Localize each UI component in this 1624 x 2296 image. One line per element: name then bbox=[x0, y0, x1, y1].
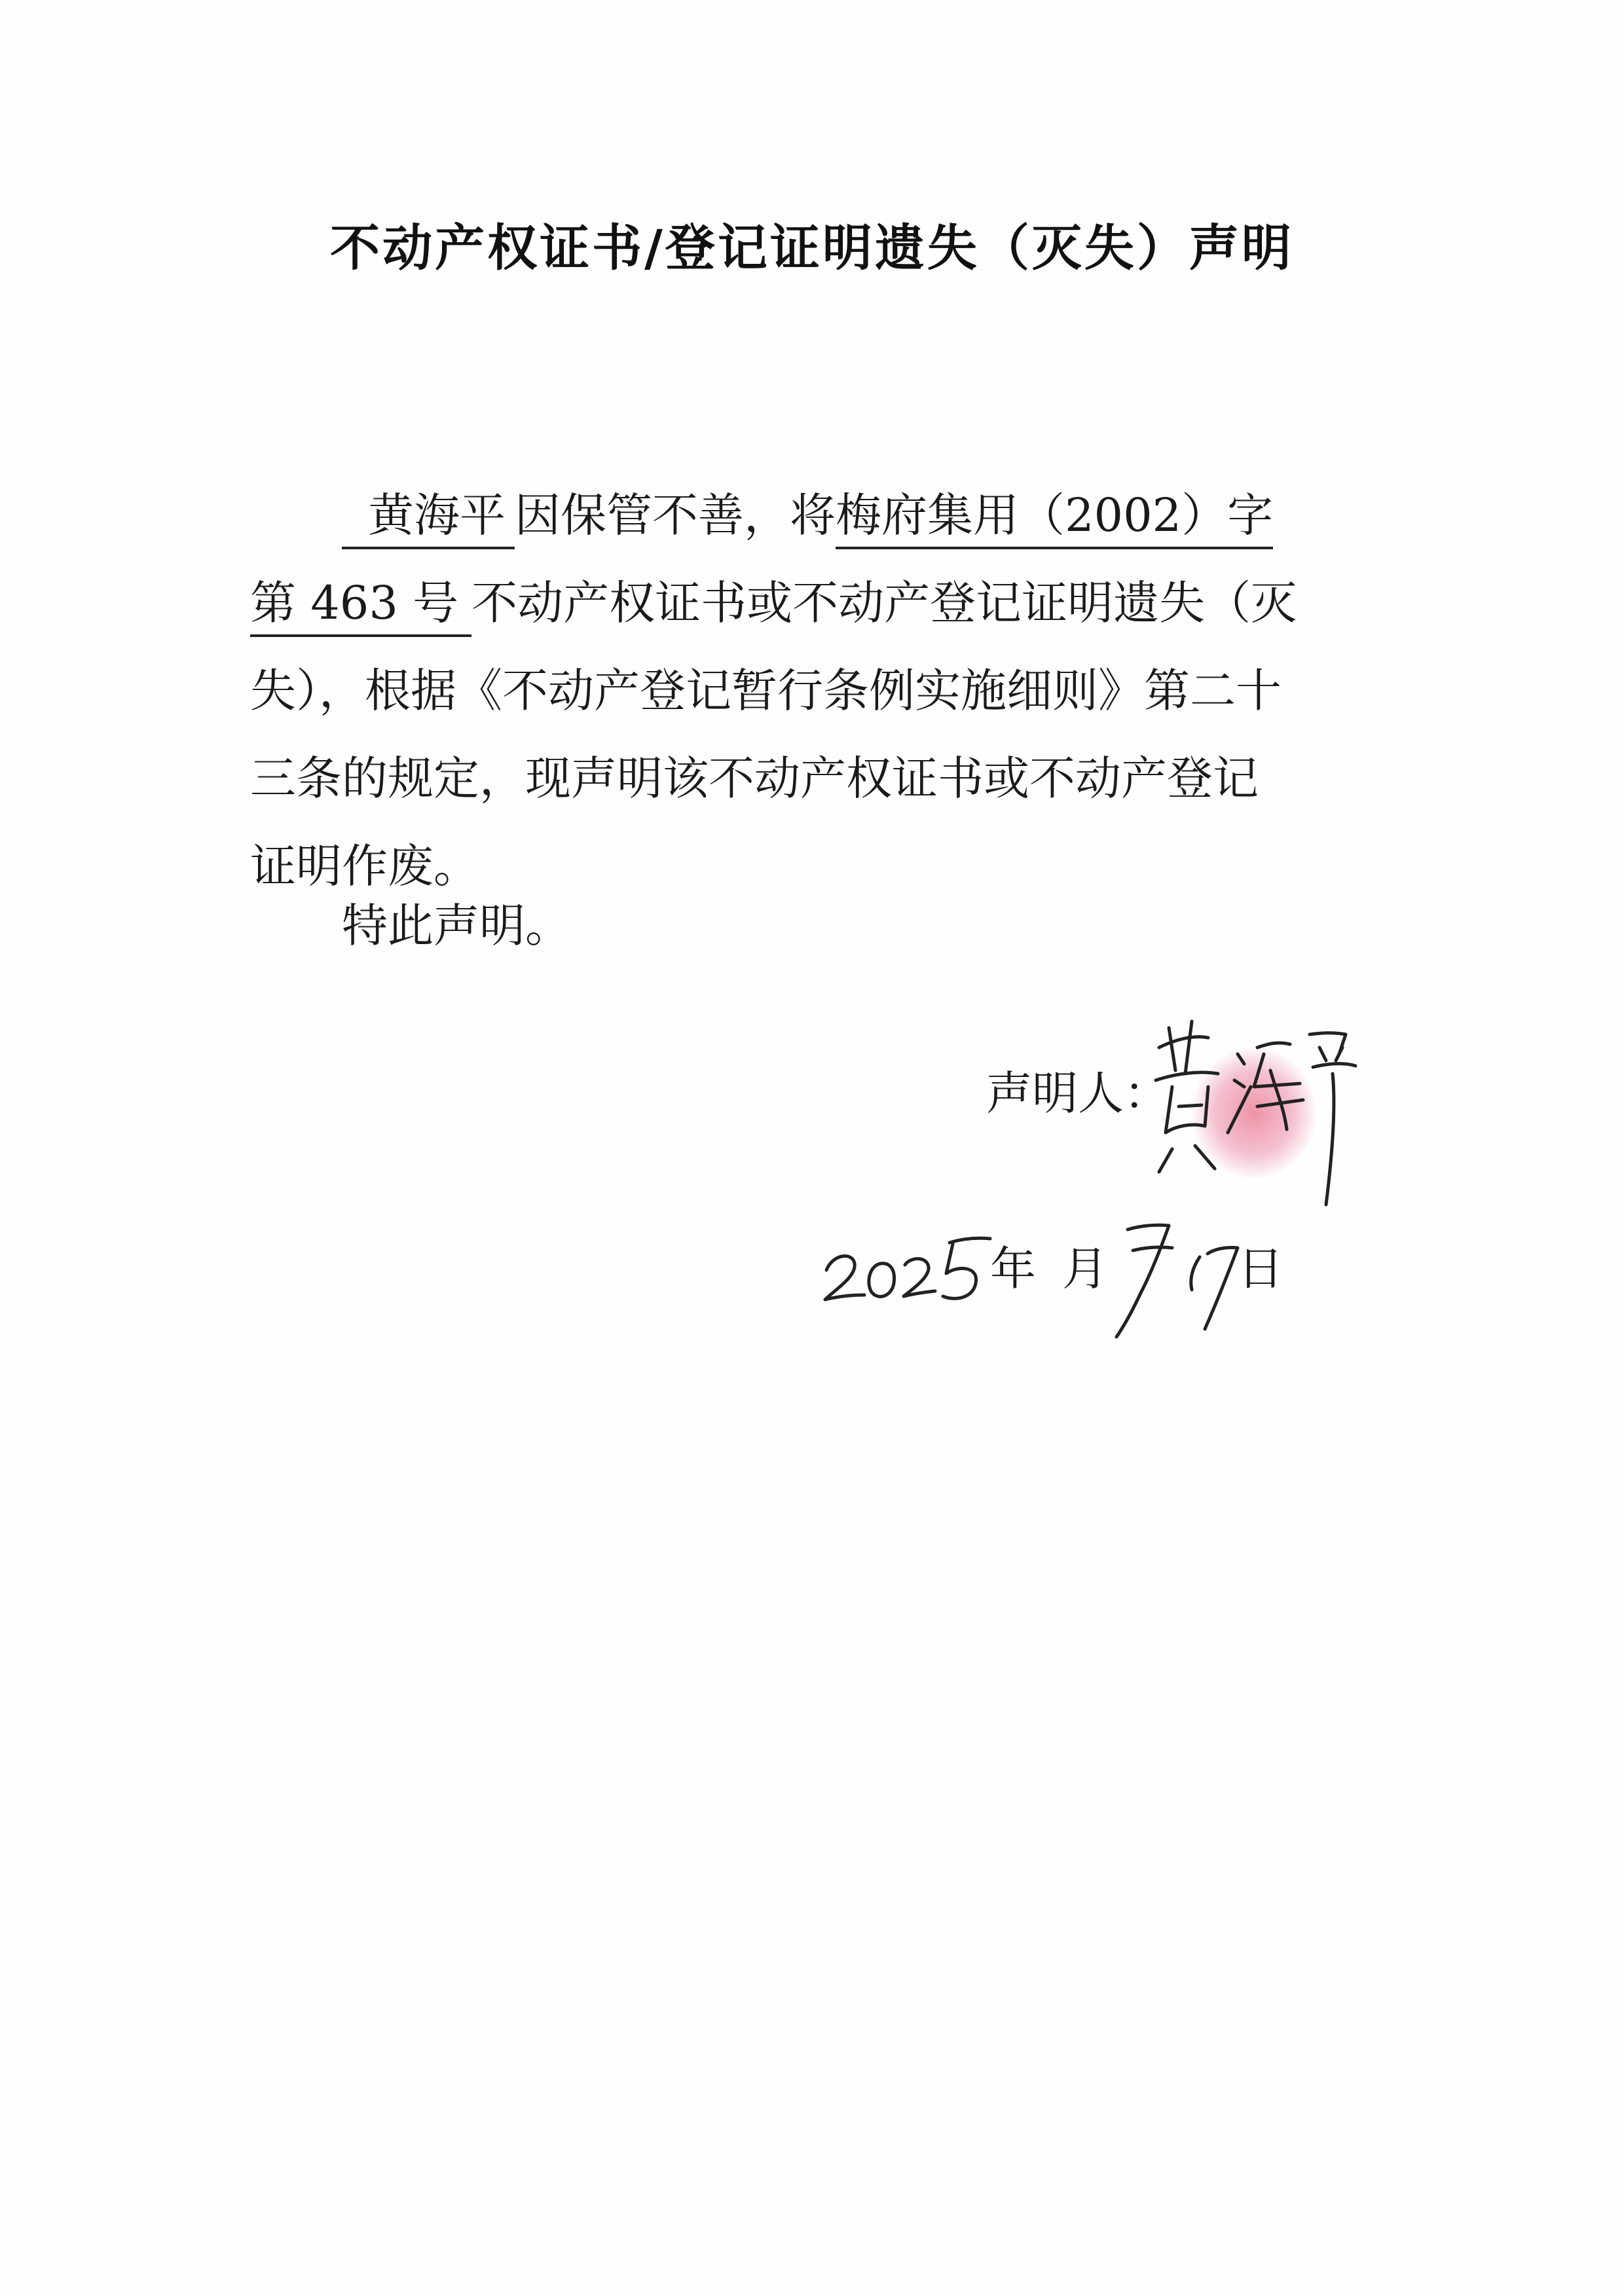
body-line-2: 第 463 号 不动产权证书或不动产登记证明遗失（灭 bbox=[250, 559, 1376, 647]
body-line-1: 黄海平 因保管不善，将梅府集用（2002）字 bbox=[250, 471, 1376, 559]
certificate-prefix-field: 梅府集用（2002）字 bbox=[836, 484, 1273, 549]
certificate-number-field: 第 463 号 bbox=[250, 572, 471, 637]
date-year-unit: 年 bbox=[990, 1242, 1036, 1296]
handwritten-signature bbox=[1146, 1008, 1369, 1218]
body-line-5: 证明作废。 bbox=[250, 839, 479, 893]
closing-statement: 特此声明。 bbox=[342, 899, 571, 953]
declaration-body bbox=[250, 471, 1376, 910]
date-year bbox=[825, 1244, 858, 1260]
date-month bbox=[1126, 1244, 1135, 1260]
date-day-unit: 日 bbox=[1238, 1242, 1283, 1296]
person-name-field: 黄海平 bbox=[342, 484, 515, 549]
date-line bbox=[819, 1192, 1329, 1349]
signer-label: 声明人： bbox=[986, 1066, 1170, 1120]
body-line-3: 失），根据《不动产登记暂行条例实施细则》第二十 bbox=[250, 664, 1282, 718]
body-line-4: 三条的规定，现声明该不动产权证书或不动产登记 bbox=[250, 752, 1259, 805]
date-day bbox=[1198, 1244, 1215, 1260]
date-month-unit: 月 bbox=[1062, 1242, 1108, 1296]
document-title: 不动产权证书/登记证明遗失（灭失）声明 bbox=[330, 219, 1294, 277]
